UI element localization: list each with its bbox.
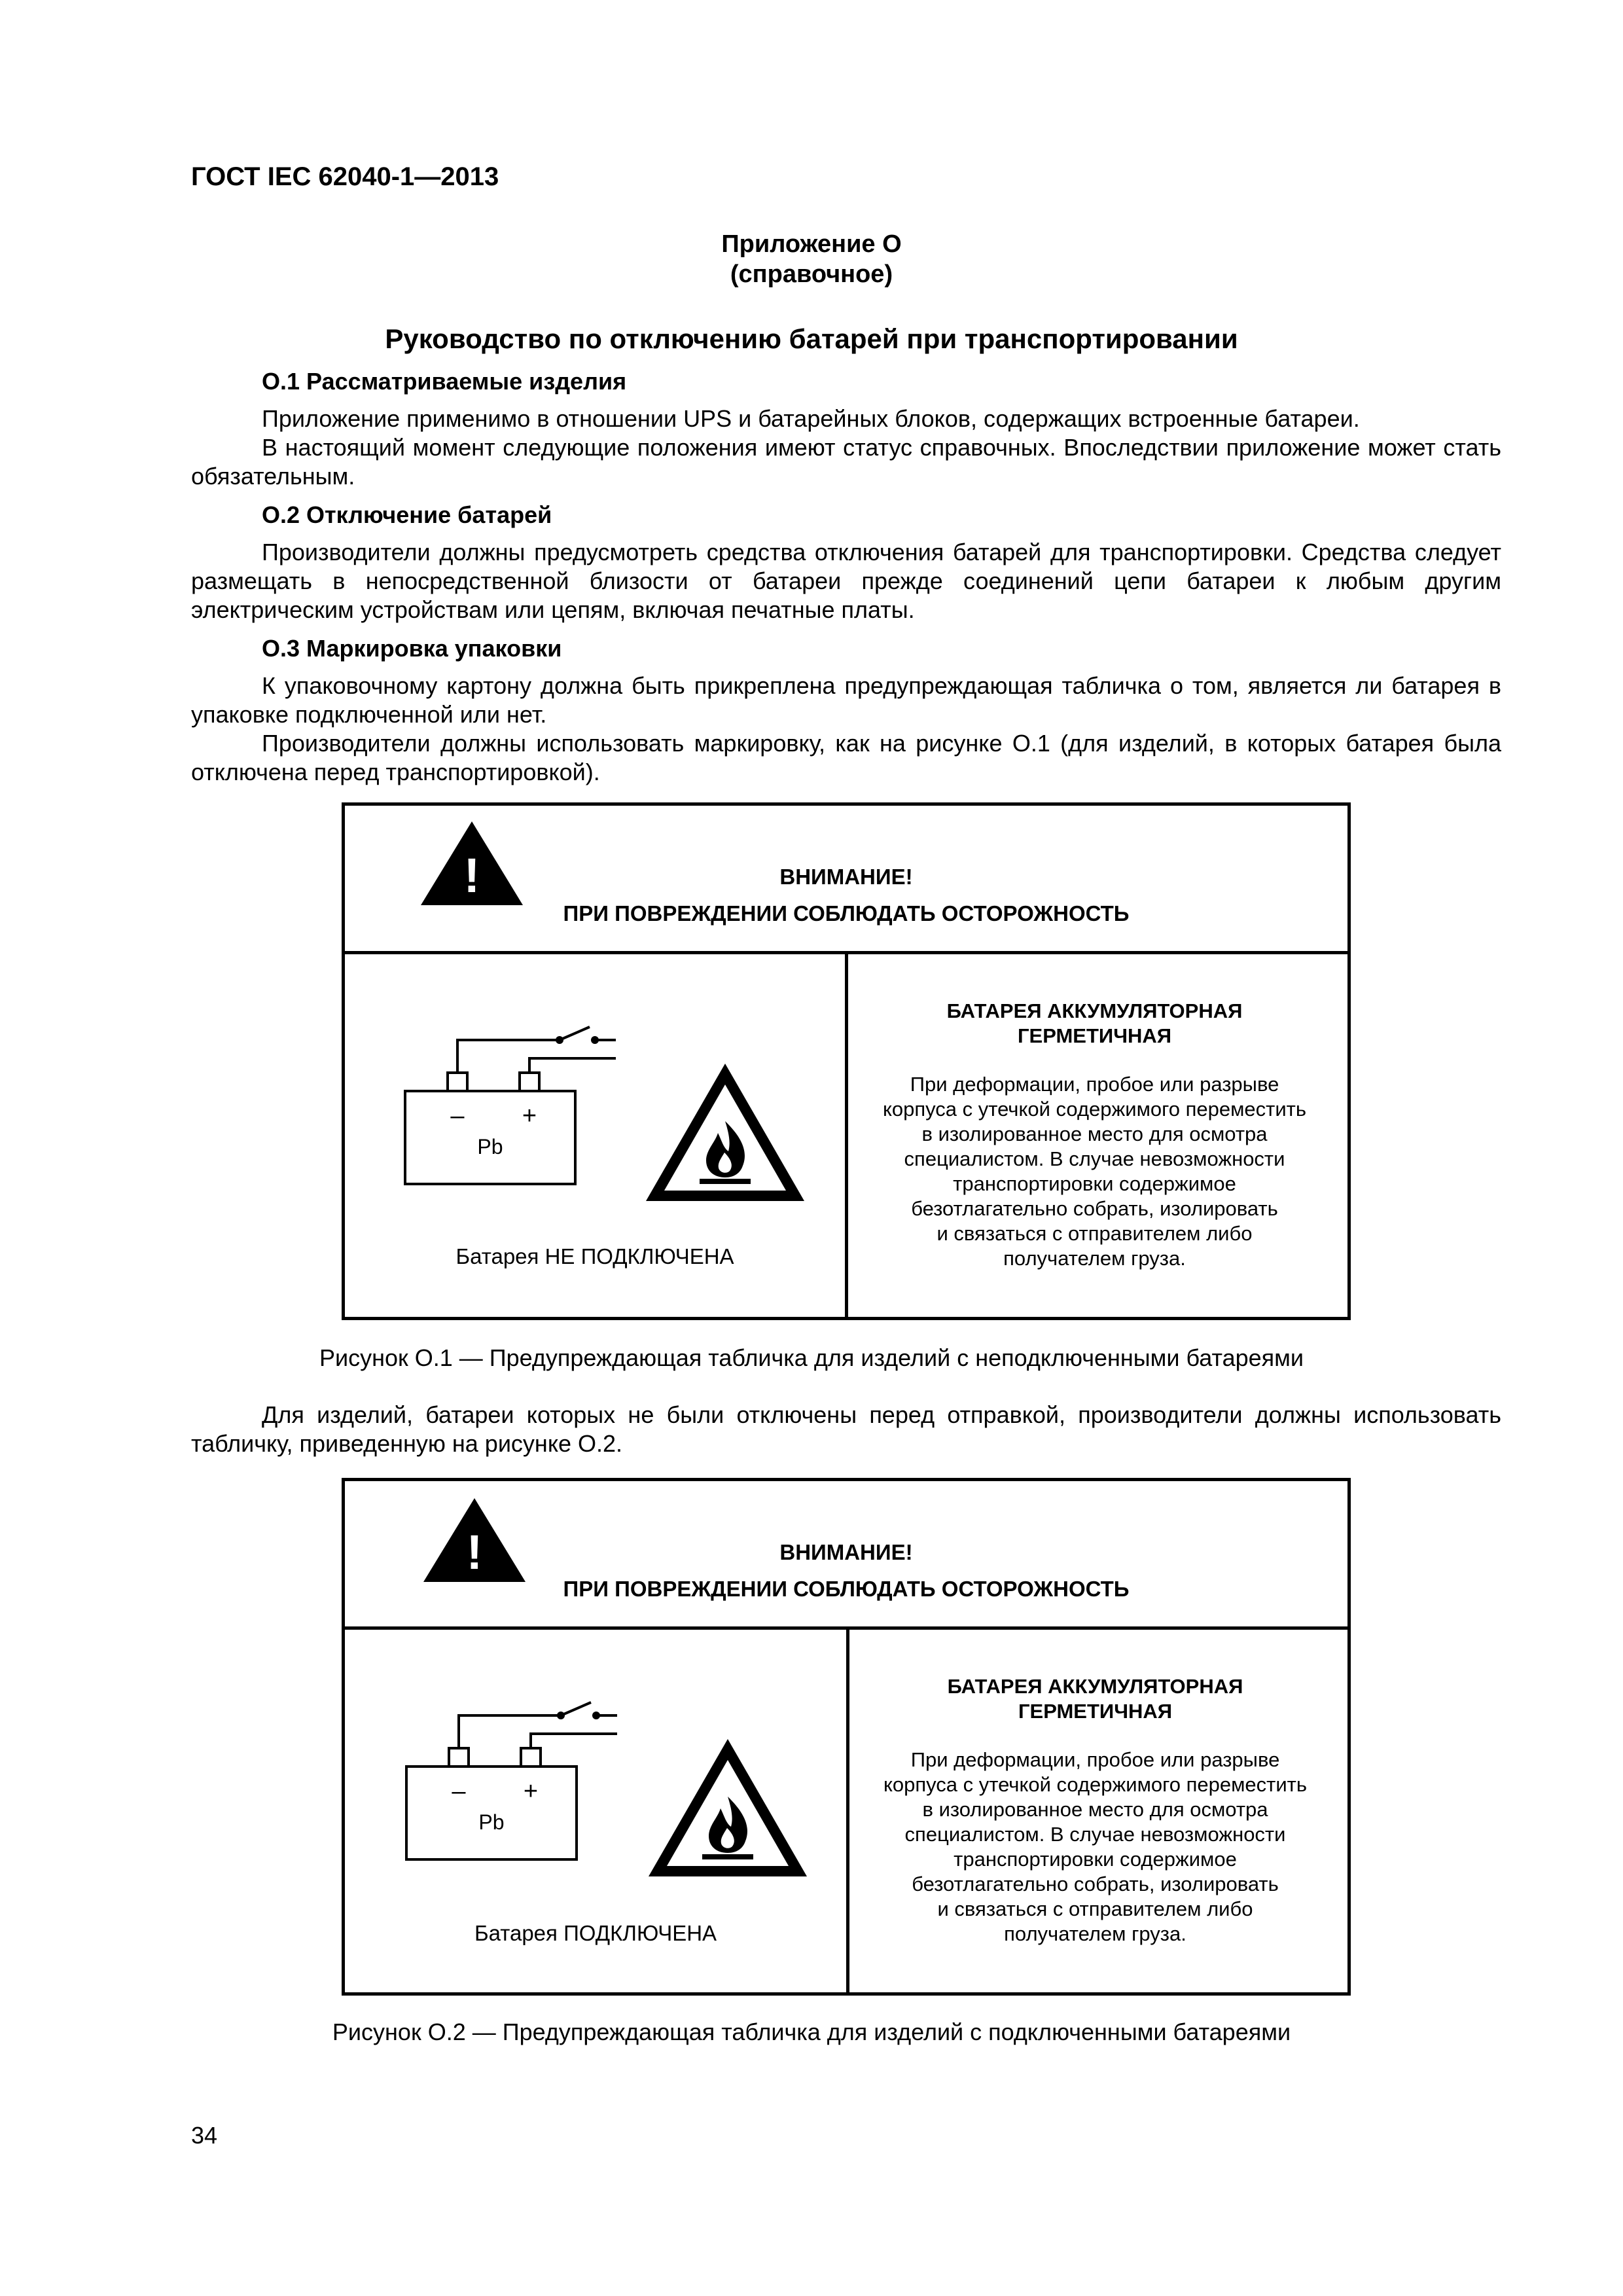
paragraph: Производители должны предусмотреть средства отключения батарей для транспортировки. Средства следует размещать в непосредственной близости от батареи прежде соединений цепи батареи к любым другим электрическим устройствам или цепям, включая печатные платы. <box>191 539 1501 623</box>
flammable-icon <box>643 1061 807 1205</box>
battery-text-line: получателем груза. <box>1004 1922 1186 1945</box>
minus-sign: – <box>452 1778 466 1805</box>
battery-text-line: безотлагательно собрать, изолировать <box>912 1873 1279 1895</box>
exclamation-mark: ! <box>463 848 480 903</box>
battery-title-line: БАТАРЕЯ АККУМУЛЯТОРНАЯ <box>946 999 1243 1022</box>
battery-text-line: корпуса с утечкой содержимого переместить <box>883 1773 1308 1796</box>
battery-text-line: и связаться с отправителем либо <box>937 1897 1253 1920</box>
battery-text-line: При деформации, пробое или разрыве <box>910 1073 1279 1096</box>
battery-text-line: корпуса с утечкой содержимого переместить <box>882 1098 1307 1121</box>
page-number: 34 <box>191 2122 218 2149</box>
annex-heading: Руководство по отключению батарей при транспортировании <box>385 323 1238 354</box>
paragraph: Приложение применимо в отношении UPS и батарейных блоков, содержащих встроенные батареи. <box>262 405 1360 432</box>
battery-title-line: ГЕРМЕТИЧНАЯ <box>1018 1700 1173 1723</box>
paragraph: К упаковочному картону должна быть прикреплена предупреждающая табличка о том, является ли батарея в упаковке подключенной или нет. <box>191 672 1501 728</box>
battery-text-line: безотлагательно собрать, изолировать <box>911 1197 1278 1220</box>
paragraph: Для изделий, батареи которых не были отключены перед отправкой, производители должны использовать табличку, приведенную на рисунке О.2. <box>191 1401 1501 1457</box>
battery-text-line: специалистом. В случае невозможности <box>904 1823 1286 1846</box>
battery-text-line: в изолированное место для осмотра <box>922 1798 1268 1821</box>
section-heading-o3: О.3 Маркировка упаковки <box>262 635 562 662</box>
paragraph: Производители должны использовать маркировку, как на рисунке О.1 (для изделий, в которых батарея была отключена перед транспортировкой). <box>191 730 1501 785</box>
warning-label-disconnected <box>342 802 1351 1320</box>
plus-sign: + <box>523 1778 539 1805</box>
minus-sign: – <box>450 1102 465 1130</box>
warning-text: ПРИ ПОВРЕЖДЕНИИ СОБЛЮДАТЬ ОСТОРОЖНОСТЬ <box>563 1577 1130 1601</box>
plus-sign: + <box>522 1102 537 1130</box>
battery-text-line: и связаться с отправителем либо <box>936 1222 1253 1245</box>
figure-caption-o1: Рисунок О.1 — Предупреждающая табличка для изделий с неподключенными батареями <box>319 1344 1304 1371</box>
warning-text: ПРИ ПОВРЕЖДЕНИИ СОБЛЮДАТЬ ОСТОРОЖНОСТЬ <box>563 901 1130 925</box>
battery-connected-icon <box>404 1701 620 1865</box>
annex-title: Приложение О <box>721 230 902 258</box>
battery-disconnected-icon <box>402 1026 618 1189</box>
warning-title: ВНИМАНИЕ! <box>779 865 913 889</box>
battery-info <box>849 1630 1341 1992</box>
warning-label-connected <box>342 1478 1351 1996</box>
battery-info <box>848 954 1341 1317</box>
warning-triangle-icon <box>418 819 526 908</box>
battery-status-label: Батарея НЕ ПОДКЛЮЧЕНА <box>455 1244 734 1268</box>
paragraph: В настоящий момент следующие положения имеют статус справочных. Впоследствии приложение может стать обязательным. <box>191 434 1501 490</box>
warning-header <box>345 806 1347 954</box>
battery-text-line: При деформации, пробое или разрыве <box>910 1748 1280 1771</box>
annex-status: (справочное) <box>730 260 893 288</box>
lead-symbol: Pb <box>477 1135 503 1158</box>
section-heading-o1: О.1 Рассматриваемые изделия <box>262 368 627 395</box>
exclamation-mark: ! <box>466 1525 483 1579</box>
battery-text-line: специалистом. В случае невозможности <box>904 1147 1285 1170</box>
battery-text-line: транспортировки содержимое <box>953 1172 1236 1195</box>
battery-text-line: транспортировки содержимое <box>954 1848 1237 1871</box>
section-heading-o2: О.2 Отключение батарей <box>262 501 552 528</box>
figure-caption-o2: Рисунок О.2 — Предупреждающая табличка для изделий с подключенными батареями <box>332 2018 1291 2045</box>
battery-text-line: в изолированное место для осмотра <box>921 1122 1268 1145</box>
battery-title-line: ГЕРМЕТИЧНАЯ <box>1017 1024 1172 1047</box>
battery-status-label: Батарея ПОДКЛЮЧЕНА <box>474 1921 717 1945</box>
warning-title: ВНИМАНИЕ! <box>779 1540 913 1564</box>
flammable-icon <box>646 1736 810 1880</box>
battery-title-line: БАТАРЕЯ АККУМУЛЯТОРНАЯ <box>947 1675 1243 1698</box>
warning-header <box>345 1481 1347 1630</box>
lead-symbol: Pb <box>478 1810 505 1834</box>
document-header: ГОСТ IEC 62040-1—2013 <box>191 162 499 191</box>
battery-text-line: получателем груза. <box>1003 1247 1186 1270</box>
